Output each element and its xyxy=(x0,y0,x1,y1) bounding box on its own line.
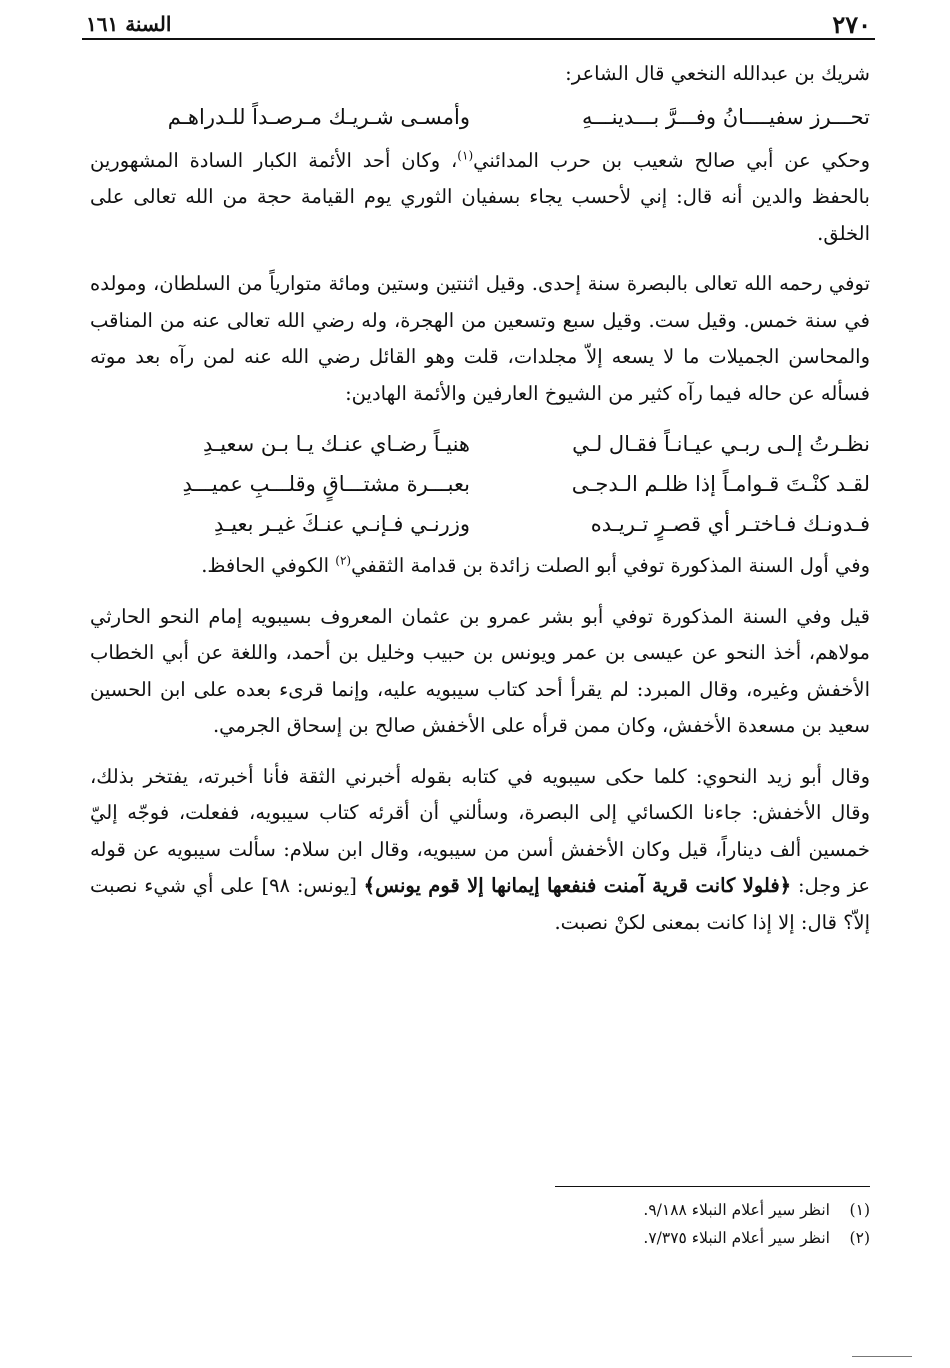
paragraph-6-text-cont: [يونس: ٩٨] على أي شيء نصبت إلاّ؟ قال: إلا إذا كانت بمعنى لكنْ نصبت. xyxy=(90,874,870,934)
paragraph-6 xyxy=(90,759,870,942)
verse-hemistich-left: بعبـــرة مشتـــاقٍ وقلـــبِ عميـــدِ xyxy=(182,472,470,496)
paragraph-2-text: وحكي عن أبي صالح شعيب بن حرب المدائني xyxy=(473,148,870,172)
footnote-number: (١) xyxy=(849,1201,870,1219)
scan-edge-mark xyxy=(852,1356,912,1357)
paragraph-4 xyxy=(90,548,870,585)
verse-hemistich-right: لقـد كنْـتَ قـوامـاً إذا ظلـم الـدجـى xyxy=(571,472,870,496)
footnote-text: انظر سير أعلام النبلاء ٧/٣٧٥. xyxy=(643,1229,830,1247)
running-header xyxy=(82,8,875,40)
running-title: السنة ١٦١ xyxy=(86,12,172,36)
verse-hemistich-right: فـدونـك فـاختـر أي قصـرٍ تـريـده xyxy=(590,512,870,536)
verse-hemistich-left: هنيـاً رضـاي عنـك يـا بـن سعيـدِ xyxy=(203,432,470,456)
verse-line xyxy=(90,424,870,464)
footnote-ref-1: (١) xyxy=(457,148,474,162)
footnote-divider xyxy=(555,1186,870,1187)
verse-hemistich-right: تحـــرز سفيــــانُ وفـــرَّ بـــدينـــهِ xyxy=(581,104,870,129)
paragraph-4-text: وفي أول السنة المذكورة توفي أبو الصلت زائدة بن قدامة الثقفي xyxy=(351,554,870,577)
paragraph-3: توفي رحمه الله تعالى بالبصرة سنة إحدى. وقيل اثنتين وستين ومائة متوارياً من السلطان، ومولده في سنة خمس. وقيل ست. وقيل سبع وتسعين من الهجرة، وله رضي الله تعالى عنه من المناقب والمحاسن الجميلات ما لا يسعه إلاّ مجلدات، قلت وهو القائل رضي الله عنه لمن رآه بعد موته فسأله عن حاله فيما رآه كثير من الشيوخ العارفين والأئمة الهادين: xyxy=(90,272,870,405)
quran-quote: ﴿فلولا كانت قرية آمنت فنفعها إيمانها إلا قوم يونس﴾ xyxy=(363,874,792,897)
page-number: ٢٧٠ xyxy=(832,10,871,39)
paragraph-4-text-cont: الكوفي الحافظ. xyxy=(201,554,336,577)
paragraph-2 xyxy=(90,143,870,253)
verse-hemistich-left: وزرنـي فـإنـي عنـكَ غيـر بعيـدِ xyxy=(214,512,470,536)
paragraph-6-text: وقال أبو زيد النحوي: كلما حكى سيبويه في كتابه بقوله أخبرني الثقة فأنا أخبرته، يفتخر بذلك، وقال الأخفش: جاءنا الكسائي إلى البصرة، وسألني أن أقرئه كتاب سيبويه، ففعلت، فوجّه إليّ خمسين ألف ديناراً، قيل وكان الأخفش أسن من سيبويه، وقال ابن سلام: سألت سيبويه عن قوله عز وجل: xyxy=(90,764,870,897)
poem xyxy=(90,424,870,544)
footnote-ref-2: (٢) xyxy=(335,553,352,568)
verse-hemistich-left: وأمسـى شـريـك مـرصـداً للـدراهـم xyxy=(167,104,470,129)
verse-hemistich-right: نظـرتُ إلـى ربـي عيـانـاً فقـال لـي xyxy=(572,432,870,456)
main-text xyxy=(90,56,870,941)
footnote-text: انظر سير أعلام النبلاء ٩/١٨٨. xyxy=(643,1201,830,1219)
verse-line xyxy=(90,97,870,137)
footnote-number: (٢) xyxy=(849,1229,870,1247)
paragraph-5: قيل وفي السنة المذكورة توفي أبو بشر عمرو بن عثمان المعروف بسيبويه إمام النحو الحارثي مولاهم، أخذ النحو عن عيسى بن عمر ويونس بن حبيب وخليل بن أحمد، واللغة عن أبي الخطاب الأخفش وغيره، وقال المبرد: لم يقرأ أحد كتاب سيبويه عليه، وإنما قرىء بعده على ابن الحسين سعيد بن مسعدة الأخفش، وكان ممن قرأه على الأخفش صالح بن إسحاق الجرمي. xyxy=(90,604,870,737)
verse-line xyxy=(90,464,870,504)
verse-line xyxy=(90,504,870,544)
paragraph-2-text-cont: ، وكان أحد الأئمة الكبار السادة المشهورين بالحفظ والدين أنه قال: إني لأحسب يجاء بسفيان الثوري يوم القيامة حجة من الله تعالى على الخلق. xyxy=(90,148,870,245)
paragraph-1: شريك بن عبدالله النخعي قال الشاعر: xyxy=(565,62,870,85)
footnote-2 xyxy=(643,1226,870,1250)
footnote-1 xyxy=(643,1198,870,1222)
